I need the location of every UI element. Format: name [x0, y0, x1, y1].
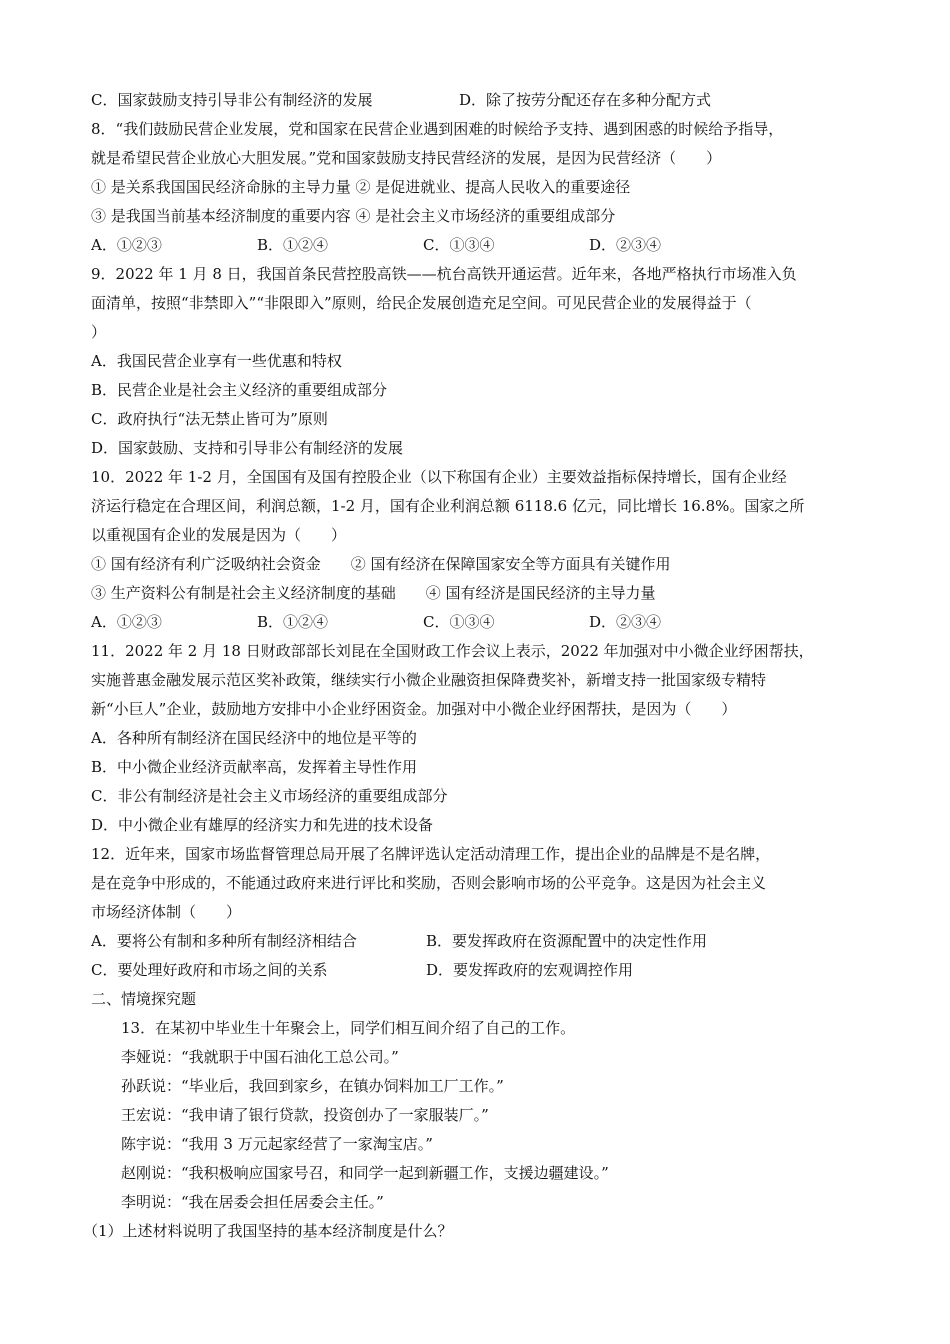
q12-options-cd	[91, 956, 861, 985]
q9-option-b: B．民营企业是社会主义经济的重要组成部分	[91, 381, 388, 399]
q13-speaker-3: 王宏说：“我申请了银行贷款，投资创办了一家服装厂。”	[121, 1106, 489, 1124]
q8-statements-34: ③ 是我国当前基本经济制度的重要内容 ④ 是社会主义市场经济的重要组成部分	[91, 207, 616, 225]
q8-answer-b: B．①②④	[257, 236, 329, 254]
q10-answer-c: C．①③④	[423, 613, 495, 631]
q13-speaker-5: 赵刚说：“我积极响应国家号召，和同学一起到新疆工作，支援边疆建设。”	[121, 1164, 609, 1182]
q9-option-a: A．我国民营企业享有一些优惠和特权	[91, 352, 342, 370]
q7-option-c: C．国家鼓励支持引导非公有制经济的发展	[91, 91, 373, 109]
q10-answer-d: D．②③④	[589, 613, 662, 631]
q13-stem: 13．在某初中毕业生十年聚会上，同学们相互间介绍了自己的工作。	[121, 1019, 576, 1037]
q9-option-c: C．政府执行“法无禁止皆可为”原则	[91, 410, 328, 428]
q8-answer-row	[91, 231, 861, 260]
q10-stem-line-3: 以重视国有企业的发展是因为（ ）	[91, 526, 347, 544]
q10-statements-12: ① 国有经济有利广泛吸纳社会资金 ② 国有经济在保障国家安全等方面具有关键作用	[91, 555, 671, 573]
q12-option-c: C．要处理好政府和市场之间的关系	[91, 961, 328, 979]
q11-stem-line-2: 实施普惠金融发展示范区奖补政策，继续实行小微企业融资担保降费奖补，新增支持一批国家级专精特	[91, 671, 767, 689]
q8-statements-12: ① 是关系我国国民经济命脉的主导力量 ② 是促进就业、提高人民收入的重要途径	[91, 178, 631, 196]
q11-option-d: D．中小微企业有雄厚的经济实力和先进的技术设备	[91, 816, 434, 834]
q11-option-b: B．中小微企业经济贡献率高，发挥着主导性作用	[91, 758, 418, 776]
q11-option-c: C．非公有制经济是社会主义市场经济的重要组成部分	[91, 787, 448, 805]
q12-stem-line-2: 是在竞争中形成的，不能通过政府来进行评比和奖励，否则会影响市场的公平竞争。这是因为社会主义	[91, 874, 767, 892]
q8-stem-line-1: 8．“我们鼓励民营企业发展，党和国家在民营企业遇到困难的时候给予支持、遇到困惑的时候给予指导，	[91, 120, 784, 138]
q10-answer-b: B．①②④	[257, 613, 329, 631]
q12-options-ab	[91, 927, 861, 956]
q10-answer-row	[91, 608, 861, 637]
q13-subquestion-1: （1）上述材料说明了我国坚持的基本经济制度是什么？	[83, 1222, 453, 1240]
q9-stem-line-2: 面清单，按照“非禁即入”“非限即入”原则，给民企发展创造充足空间。可见民营企业的发展得益于（	[91, 294, 752, 312]
q10-answer-a: A．①②③	[91, 613, 162, 631]
q10-stem-line-1: 10．2022 年 1-2 月，全国国有及国有控股企业（以下称国有企业）主要效益指标保持增长，国有企业经	[91, 468, 787, 486]
q10-statements-34: ③ 生产资料公有制是社会主义经济制度的基础 ④ 国有经济是国民经济的主导力量	[91, 584, 656, 602]
q13-speaker-6: 李明说：“我在居委会担任居委会主任。”	[121, 1193, 384, 1211]
q11-option-a: A．各种所有制经济在国民经济中的地位是平等的	[91, 729, 417, 747]
q8-stem-line-2: 就是希望民营企业放心大胆发展。”党和国家鼓励支持民营经济的发展，是因为民营经济（ ）	[91, 149, 722, 167]
q13-speaker-4: 陈宇说：“我用 3 万元起家经营了一家淘宝店。”	[121, 1135, 433, 1153]
q12-option-a: A．要将公有制和多种所有制经济相结合	[91, 932, 357, 950]
q7-option-d: D．除了按劳分配还存在多种分配方式	[459, 91, 712, 109]
q9-stem-line-3: ）	[91, 323, 107, 341]
q12-stem-line-3: 市场经济体制（ ）	[91, 903, 242, 921]
document-page	[83, 86, 861, 1246]
q11-stem-line-3: 新“小巨人”企业，鼓励地方安排中小企业纾困资金。加强对中小微企业纾困帮扶，是因为（ ）	[91, 700, 737, 718]
q7-options-cd	[91, 86, 861, 115]
q9-option-d: D．国家鼓励、支持和引导非公有制经济的发展	[91, 439, 404, 457]
q10-stem-line-2: 济运行稳定在合理区间，利润总额，1-2 月，国有企业利润总额 6118.6 亿元，同比增长 16.8%。国家之所	[91, 497, 805, 515]
q12-option-d: D．要发挥政府的宏观调控作用	[426, 961, 634, 979]
q8-answer-d: D．②③④	[589, 236, 662, 254]
q9-stem-line-1: 9．2022 年 1 月 8 日，我国首条民营控股高铁——杭台高铁开通运营。近年来，各地严格执行市场准入负	[91, 265, 797, 283]
q13-speaker-1: 李娅说：“我就职于中国石油化工总公司。”	[121, 1048, 399, 1066]
q8-answer-c: C．①③④	[423, 236, 495, 254]
q13-speaker-2: 孙跃说：“毕业后，我回到家乡，在镇办饲料加工厂工作。”	[121, 1077, 504, 1095]
q12-stem-line-1: 12．近年来，国家市场监督管理总局开展了名牌评选认定活动清理工作，提出企业的品牌是不是名牌，	[91, 845, 771, 863]
q12-option-b: B．要发挥政府在资源配置中的决定性作用	[426, 932, 708, 950]
q11-stem-line-1: 11．2022 年 2 月 18 日财政部部长刘昆在全国财政工作会议上表示，2022 年加强对中小微企业纾困帮扶，	[91, 642, 814, 660]
section-2-title: 二、情境探究题	[91, 990, 197, 1008]
q8-answer-a: A．①②③	[91, 236, 162, 254]
